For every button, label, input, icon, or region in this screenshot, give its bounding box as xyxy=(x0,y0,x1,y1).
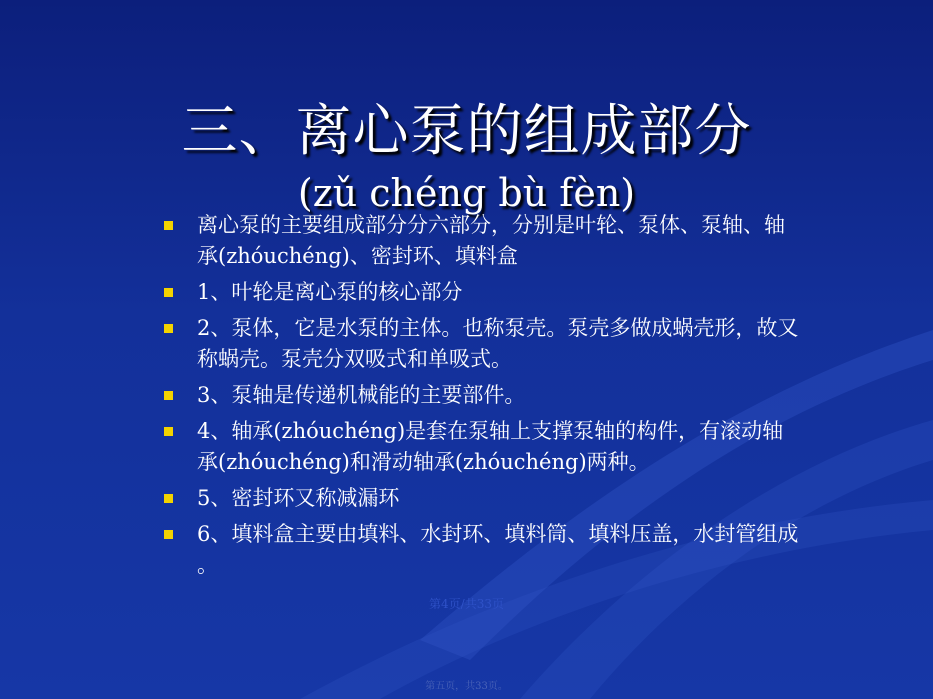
square-bullet-icon xyxy=(164,427,173,436)
bullet-text: 4、轴承(zhóuchéng)是套在泵轴上支撑泵轴的构件，有滚动轴承(zhóuchéng)和滑动轴承(zhóuchéng)两种。 xyxy=(197,419,784,474)
bullet-text: 5、密封环又称减漏环 xyxy=(197,486,400,510)
bullet-text: 2、泵体，它是水泵的主体。也称泵壳。泵壳多做成蜗壳形，故又称蜗壳。泵壳分双吸式和单吸式。 xyxy=(197,316,799,371)
bullet-text: 3、泵轴是传递机械能的主要部件。 xyxy=(197,383,526,407)
bullet-text: 1、叶轮是离心泵的核心部分 xyxy=(197,280,463,304)
bullet-list xyxy=(160,210,800,586)
page-number-stamp: 第4页/共33页 xyxy=(429,597,504,611)
bullet-item-packing-box xyxy=(160,519,800,581)
slide-title: 三、离心泵的组成部分 xyxy=(181,99,752,164)
bullet-item-pump-shaft xyxy=(160,380,800,411)
square-bullet-icon xyxy=(164,288,173,297)
square-bullet-icon xyxy=(164,221,173,230)
bullet-item-bearing xyxy=(160,416,800,478)
square-bullet-icon xyxy=(164,324,173,333)
bullet-item-seal-ring xyxy=(160,483,800,514)
square-bullet-icon xyxy=(164,391,173,400)
bullet-text: 离心泵的主要组成部分分六部分，分别是叶轮、泵体、泵轴、轴承(zhóuchéng)、密封环、填料盒 xyxy=(197,213,785,268)
bullet-item-impeller xyxy=(160,277,800,308)
bullet-item-overview xyxy=(160,210,800,272)
bullet-text: 6、填料盒主要由填料、水封环、填料筒、填料压盖，水封管组成 。 xyxy=(197,522,799,577)
square-bullet-icon xyxy=(164,530,173,539)
square-bullet-icon xyxy=(164,494,173,503)
bullet-item-pump-body xyxy=(160,313,800,375)
footer-page-note: 第五页，共33页。 xyxy=(425,681,508,692)
slide-title-pinyin: (zǔ chéng bù fèn) xyxy=(297,171,636,215)
